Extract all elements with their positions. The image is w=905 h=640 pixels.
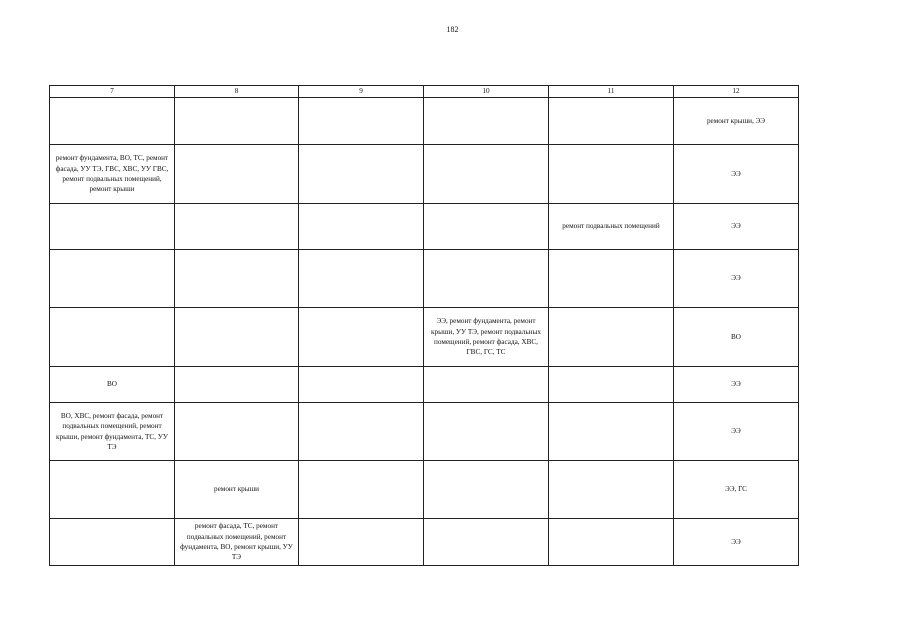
column-header-7: 7: [50, 86, 175, 98]
table-cell: [549, 403, 674, 461]
table-cell: [175, 145, 299, 204]
table-cell: [424, 461, 549, 519]
column-header-10: 10: [424, 86, 549, 98]
table-row: [50, 308, 799, 367]
table-cell: ремонт фундамента, ВО, ТС, ремонт фасада, УУ ТЭ, ГВС, ХВС, УУ ГВС, ремонт подвальных помещений, ремонт крыши: [50, 145, 175, 204]
column-header-9: 9: [299, 86, 424, 98]
table-cell: [175, 98, 299, 145]
table-cell: ЭЭ: [674, 519, 799, 566]
table-cell: ЭЭ, ремонт фундамента, ремонт крыши, УУ ТЭ, ремонт подвальных помещений, ремонт фасада, ХВС, ГВС, ГС, ТС: [424, 308, 549, 367]
table-cell: ЭЭ: [674, 204, 799, 250]
table-cell: [175, 308, 299, 367]
table-row: [50, 367, 799, 403]
table-row: [50, 519, 799, 566]
table-row: [50, 145, 799, 204]
table-cell: [299, 145, 424, 204]
data-table: [49, 85, 799, 566]
table-cell: [549, 461, 674, 519]
table-cell: [299, 519, 424, 566]
table-cell: [175, 367, 299, 403]
table-cell: [50, 98, 175, 145]
table-cell: ЭЭ, ГС: [674, 461, 799, 519]
table-cell: [299, 98, 424, 145]
table-cell: [424, 250, 549, 308]
table-cell: [549, 98, 674, 145]
column-header-11: 11: [549, 86, 674, 98]
table-cell: ЭЭ: [674, 250, 799, 308]
page-number: 182: [446, 25, 459, 34]
table-cell: [50, 250, 175, 308]
table-cell: ВО, ХВС, ремонт фасада, ремонт подвальных помещений, ремонт крыши, ремонт фундамента, ТС, УУ ТЭ: [50, 403, 175, 461]
table-cell: [424, 204, 549, 250]
table-cell: [424, 519, 549, 566]
table-cell: [299, 403, 424, 461]
table-cell: [299, 250, 424, 308]
table-cell: ремонт фасада, ТС, ремонт подвальных помещений, ремонт фундамента, ВО, ремонт крыши, УУ ТЭ: [175, 519, 299, 566]
table-cell: [175, 403, 299, 461]
column-header-8: 8: [175, 86, 299, 98]
table-row: [50, 98, 799, 145]
table-cell: [299, 308, 424, 367]
table-cell: [50, 519, 175, 566]
table-cell: ремонт крыши, ЭЭ: [674, 98, 799, 145]
table-cell: ЭЭ: [674, 145, 799, 204]
table-cell: [549, 367, 674, 403]
table-cell: [549, 250, 674, 308]
table-cell: ЭЭ: [674, 403, 799, 461]
table-cell: ремонт крыши: [175, 461, 299, 519]
table-cell: ремонт подвальных помещений: [549, 204, 674, 250]
table-cell: [424, 98, 549, 145]
table-cell: [299, 367, 424, 403]
table-cell: ВО: [50, 367, 175, 403]
table-cell: [175, 250, 299, 308]
table-cell: [549, 145, 674, 204]
table-row: [50, 403, 799, 461]
table-row: [50, 204, 799, 250]
table-cell: [299, 461, 424, 519]
table-cell: [424, 145, 549, 204]
table-cell: [50, 204, 175, 250]
table-cell: [50, 461, 175, 519]
table-cell: [175, 204, 299, 250]
table-cell: [549, 308, 674, 367]
column-header-12: 12: [674, 86, 799, 98]
table-cell: [299, 204, 424, 250]
table-cell: ВО: [674, 308, 799, 367]
table-cell: ЭЭ: [674, 367, 799, 403]
table-cell: [424, 367, 549, 403]
table-row: [50, 461, 799, 519]
header-row: [50, 86, 799, 98]
table-row: [50, 250, 799, 308]
table-cell: [424, 403, 549, 461]
table-cell: [549, 519, 674, 566]
table-cell: [50, 308, 175, 367]
